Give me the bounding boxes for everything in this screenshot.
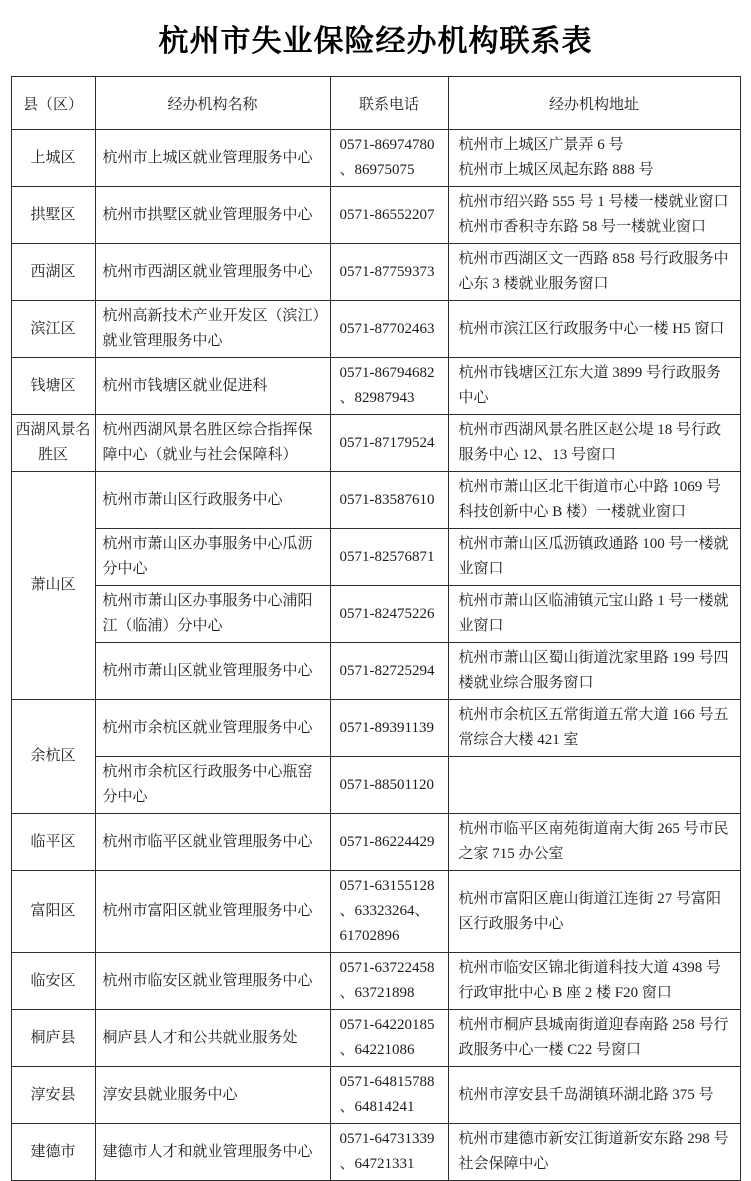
address-cell <box>448 757 740 814</box>
cell-line: 、86975075 <box>339 162 415 178</box>
district-cell: 拱墅区 <box>11 187 95 244</box>
table-row <box>11 358 740 415</box>
cell-line: 杭州市西湖区文一西路 858 号行政服务中心东 3 楼就业服务窗口 <box>458 251 729 292</box>
phone-cell <box>330 586 448 643</box>
table-row <box>11 586 740 643</box>
table-row <box>11 1010 740 1067</box>
address-cell <box>448 415 740 472</box>
cell-line: 杭州市滨江区行政服务中心一楼 H5 窗口 <box>458 320 725 337</box>
address-cell <box>448 529 740 586</box>
cell-line: 0571-87759373 <box>339 263 435 280</box>
table-row <box>11 1067 740 1124</box>
district-cell: 临平区 <box>11 814 95 871</box>
phone-cell <box>330 757 448 814</box>
cell-line: 0571-63722458 <box>339 960 435 976</box>
district-cell: 富阳区 <box>11 871 95 953</box>
district-cell: 钱塘区 <box>11 358 95 415</box>
cell-line: 杭州市香积寺东路 58 号一楼就业窗口 <box>458 219 707 235</box>
phone-cell <box>330 415 448 472</box>
cell-line: 杭州市建德市新安江街道新安东路 298 号社会保障中心 <box>458 1131 729 1172</box>
cell-line: 0571-88501120 <box>339 776 434 793</box>
phone-cell <box>330 643 448 700</box>
header-row <box>11 77 740 130</box>
table-header <box>11 77 740 130</box>
cell-line: 、82987943 <box>339 390 415 406</box>
header-agency-name: 经办机构名称 <box>95 77 330 130</box>
cell-line: 0571-82475226 <box>339 605 435 622</box>
agency-name-cell: 建德市人才和就业管理服务中心 <box>95 1124 330 1181</box>
cell-line: 杭州市萧山区北干街道市心中路 1069 号科技创新中心 B 楼）一楼就业窗口 <box>458 479 722 520</box>
district-cell: 上城区 <box>11 130 95 187</box>
table-row <box>11 472 740 529</box>
table-row <box>11 130 740 187</box>
cell-line: 0571-86224429 <box>339 833 435 850</box>
phone-cell <box>330 187 448 244</box>
cell-line: 0571-86974780 <box>339 137 435 153</box>
address-cell <box>448 814 740 871</box>
phone-cell <box>330 1124 448 1181</box>
cell-line: 、63721898 <box>339 985 415 1001</box>
cell-line: 0571-64731339 <box>339 1131 435 1147</box>
cell-line: 0571-87179524 <box>339 434 435 451</box>
cell-line: 0571-82576871 <box>339 548 435 565</box>
phone-cell <box>330 814 448 871</box>
phone-cell <box>330 244 448 301</box>
header-phone: 联系电话 <box>330 77 448 130</box>
agency-name-cell: 杭州市萧山区就业管理服务中心 <box>95 643 330 700</box>
table-row <box>11 953 740 1010</box>
table-row <box>11 301 740 358</box>
agency-name-cell: 杭州市上城区就业管理服务中心 <box>95 130 330 187</box>
phone-cell <box>330 700 448 757</box>
district-cell: 余杭区 <box>11 700 95 814</box>
address-cell <box>448 953 740 1010</box>
cell-line: 0571-83587610 <box>339 491 435 508</box>
table-body <box>11 130 740 1181</box>
cell-line: 杭州市桐庐县城南街道迎春南路 258 号行政服务中心一楼 C22 号窗口 <box>458 1017 729 1058</box>
cell-line: 0571-63155128 <box>339 878 435 894</box>
table-row <box>11 1124 740 1181</box>
district-cell: 桐庐县 <box>11 1010 95 1067</box>
agency-name-cell: 杭州市临安区就业管理服务中心 <box>95 953 330 1010</box>
cell-line: 、64721331 <box>339 1156 415 1172</box>
table-row <box>11 700 740 757</box>
table-row <box>11 757 740 814</box>
address-cell <box>448 1067 740 1124</box>
cell-line: 杭州市钱塘区江东大道 3899 号行政服务中心 <box>458 365 722 406</box>
table-row <box>11 871 740 953</box>
agency-name-cell: 杭州市萧山区行政服务中心 <box>95 472 330 529</box>
district-cell: 西湖风景名胜区 <box>11 415 95 472</box>
address-cell <box>448 472 740 529</box>
address-cell <box>448 643 740 700</box>
cell-line: 0571-87702463 <box>339 320 435 337</box>
cell-line: 杭州市萧山区蜀山街道沈家里路 199 号四楼就业综合服务窗口 <box>458 650 729 691</box>
phone-cell <box>330 472 448 529</box>
page-title: 杭州市失业保险经办机构联系表 <box>158 25 593 58</box>
cell-line: 杭州市淳安县千岛湖镇环湖北路 375 号 <box>458 1086 714 1103</box>
address-cell <box>448 1124 740 1181</box>
district-cell: 滨江区 <box>11 301 95 358</box>
district-cell: 西湖区 <box>11 244 95 301</box>
contact-table <box>11 76 741 1181</box>
agency-name-cell: 杭州市余杭区行政服务中心瓶窑分中心 <box>95 757 330 814</box>
agency-name-cell: 杭州市萧山区办事服务中心瓜沥分中心 <box>95 529 330 586</box>
agency-name-cell: 淳安县就业服务中心 <box>95 1067 330 1124</box>
agency-name-cell: 杭州市余杭区就业管理服务中心 <box>95 700 330 757</box>
address-cell <box>448 1010 740 1067</box>
phone-cell <box>330 301 448 358</box>
phone-cell <box>330 529 448 586</box>
table-row <box>11 415 740 472</box>
cell-line: 0571-64815788 <box>339 1074 435 1090</box>
agency-name-cell: 杭州高新技术产业开发区（滨江）就业管理服务中心 <box>95 301 330 358</box>
phone-cell <box>330 1010 448 1067</box>
cell-line: 杭州市萧山区临浦镇元宝山路 1 号一楼就业窗口 <box>458 593 729 634</box>
agency-name-cell: 杭州市富阳区就业管理服务中心 <box>95 871 330 953</box>
address-cell <box>448 358 740 415</box>
district-cell: 萧山区 <box>11 472 95 700</box>
header-address: 经办机构地址 <box>448 77 740 130</box>
header-district: 县（区） <box>11 77 95 130</box>
address-cell <box>448 871 740 953</box>
cell-line: 杭州市上城区凤起东路 888 号 <box>458 162 654 178</box>
district-cell: 淳安县 <box>11 1067 95 1124</box>
address-cell <box>448 586 740 643</box>
agency-name-cell: 杭州市钱塘区就业促进科 <box>95 358 330 415</box>
agency-name-cell: 杭州市临平区就业管理服务中心 <box>95 814 330 871</box>
cell-line: 0571-82725294 <box>339 662 435 679</box>
phone-cell <box>330 953 448 1010</box>
phone-cell <box>330 871 448 953</box>
agency-name-cell: 杭州西湖风景名胜区综合指挥保障中心（就业与社会保障科） <box>95 415 330 472</box>
cell-line: 0571-86794682 <box>339 365 435 381</box>
district-cell: 临安区 <box>11 953 95 1010</box>
phone-cell <box>330 1067 448 1124</box>
address-cell <box>448 244 740 301</box>
cell-line: 0571-89391139 <box>339 719 434 736</box>
table-row <box>11 529 740 586</box>
cell-line: 0571-64220185 <box>339 1017 435 1033</box>
table-row <box>11 643 740 700</box>
phone-cell <box>330 130 448 187</box>
cell-line: 、64814241 <box>339 1099 415 1115</box>
cell-line: 、64221086 <box>339 1042 415 1058</box>
address-cell <box>448 700 740 757</box>
address-cell <box>448 130 740 187</box>
agency-name-cell: 桐庐县人才和公共就业服务处 <box>95 1010 330 1067</box>
cell-line: 杭州市上城区广景弄 6 号 <box>458 137 624 153</box>
cell-line: 杭州市临安区锦北街道科技大道 4398 号行政审批中心 B 座 2 楼 F20 窗口 <box>458 960 722 1001</box>
cell-line: 杭州市临平区南苑街道南大街 265 号市民之家 715 办公室 <box>458 821 729 862</box>
address-cell <box>448 301 740 358</box>
table-row <box>11 814 740 871</box>
agency-name-cell: 杭州市西湖区就业管理服务中心 <box>95 244 330 301</box>
phone-cell <box>330 358 448 415</box>
table-row <box>11 244 740 301</box>
cell-line: 杭州市绍兴路 555 号 1 号楼一楼就业窗口 <box>458 194 729 210</box>
agency-name-cell: 杭州市拱墅区就业管理服务中心 <box>95 187 330 244</box>
cell-line: 杭州市富阳区鹿山街道江连街 27 号富阳区行政服务中心 <box>458 890 722 932</box>
cell-line: 杭州市余杭区五常街道五常大道 166 号五常综合大楼 421 室 <box>458 707 729 748</box>
address-cell <box>448 187 740 244</box>
cell-line: 61702896 <box>339 928 400 944</box>
cell-line: 杭州市西湖风景名胜区赵公堤 18 号行政服务中心 12、13 号窗口 <box>458 422 722 463</box>
cell-line: 杭州市萧山区瓜沥镇政通路 100 号一楼就业窗口 <box>458 536 729 577</box>
cell-line: 、63323264、 <box>339 903 430 919</box>
cell-line: 0571-86552207 <box>339 206 435 223</box>
agency-name-cell: 杭州市萧山区办事服务中心浦阳江（临浦）分中心 <box>95 586 330 643</box>
table-row <box>11 187 740 244</box>
district-cell: 建德市 <box>11 1124 95 1181</box>
